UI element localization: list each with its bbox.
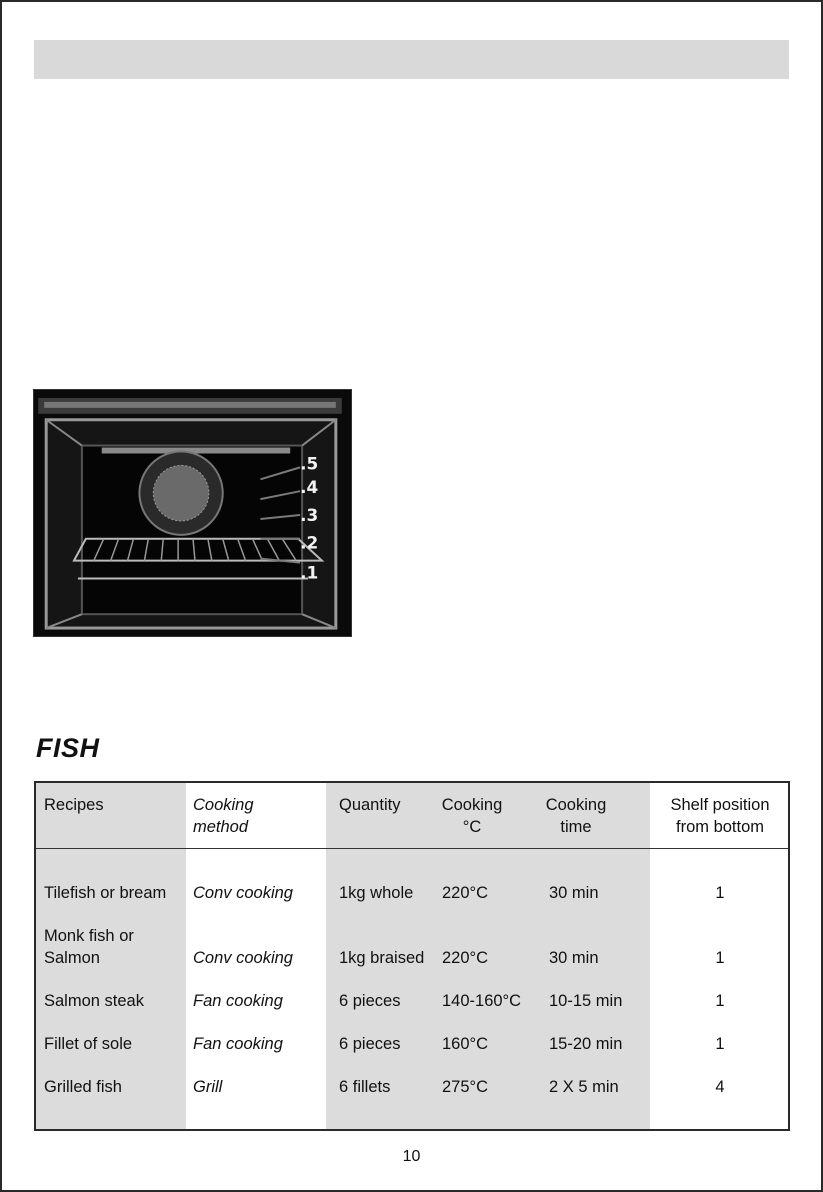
shelf-label-2: .2 xyxy=(300,532,319,553)
row-5-shelf: 4 xyxy=(715,1078,725,1096)
row-4-shelf: 1 xyxy=(715,1035,725,1053)
row-3-shelf: 1 xyxy=(715,992,725,1010)
row-2-temp: 220°C xyxy=(442,949,489,967)
row-3-temp: 140-160°C xyxy=(442,992,522,1010)
header-shelf-line2: from bottom xyxy=(675,818,765,836)
header-temp-line1: Cooking xyxy=(441,796,503,814)
row-2-shelf: 1 xyxy=(715,949,725,967)
row-1-recipe: Tilefish or bream xyxy=(44,884,167,902)
header-time-line1: Cooking xyxy=(545,796,607,814)
row-3-recipe: Salmon steak xyxy=(44,992,144,1010)
row-3-method: Fan cooking xyxy=(193,992,283,1010)
row-1-method: Conv cooking xyxy=(193,884,293,902)
header-method-line2: method xyxy=(193,818,249,836)
oven-shelf-photo xyxy=(33,389,352,637)
row-4-time: 15-20 min xyxy=(549,1035,623,1053)
row-5-quantity: 6 fillets xyxy=(339,1078,391,1096)
row-2-time: 30 min xyxy=(549,949,599,967)
row-4-recipe: Fillet of sole xyxy=(44,1035,133,1053)
header-divider xyxy=(36,848,788,849)
header-bar xyxy=(34,40,789,79)
row-1-shelf: 1 xyxy=(715,884,725,902)
row-1-quantity: 1kg whole xyxy=(339,884,414,902)
header-time-line2: time xyxy=(560,818,592,836)
fish-cooking-table xyxy=(34,781,790,1131)
row-2-recipe: Salmon xyxy=(44,949,100,967)
header-shelf-line1: Shelf position xyxy=(670,796,770,814)
row-2-recipe-line1: Monk fish or xyxy=(44,927,134,945)
row-4-quantity: 6 pieces xyxy=(339,1035,401,1053)
page-number: 10 xyxy=(402,1148,421,1165)
header-method-line1: Cooking xyxy=(193,796,254,814)
row-1-time: 30 min xyxy=(549,884,599,902)
row-1-temp: 220°C xyxy=(442,884,489,902)
row-3-time: 10-15 min xyxy=(549,992,623,1010)
shelf-label-4: .4 xyxy=(300,477,319,498)
row-2-quantity: 1kg braised xyxy=(339,949,425,967)
row-3-quantity: 6 pieces xyxy=(339,992,401,1010)
header-temp-line2: °C xyxy=(462,818,482,836)
section-title: FISH xyxy=(36,733,100,763)
header-recipes: Recipes xyxy=(44,796,104,814)
row-5-time: 2 X 5 min xyxy=(549,1078,619,1096)
row-5-recipe: Grilled fish xyxy=(44,1078,122,1096)
header-quantity: Quantity xyxy=(339,796,401,814)
row-2-method: Conv cooking xyxy=(193,949,293,967)
row-5-method: Grill xyxy=(193,1078,223,1096)
shelf-label-1: .1 xyxy=(300,562,319,583)
shelf-label-3: .3 xyxy=(300,504,319,525)
row-5-temp: 275°C xyxy=(442,1078,489,1096)
row-4-temp: 160°C xyxy=(442,1035,489,1053)
row-4-method: Fan cooking xyxy=(193,1035,283,1053)
shelf-label-5: .5 xyxy=(300,453,319,474)
